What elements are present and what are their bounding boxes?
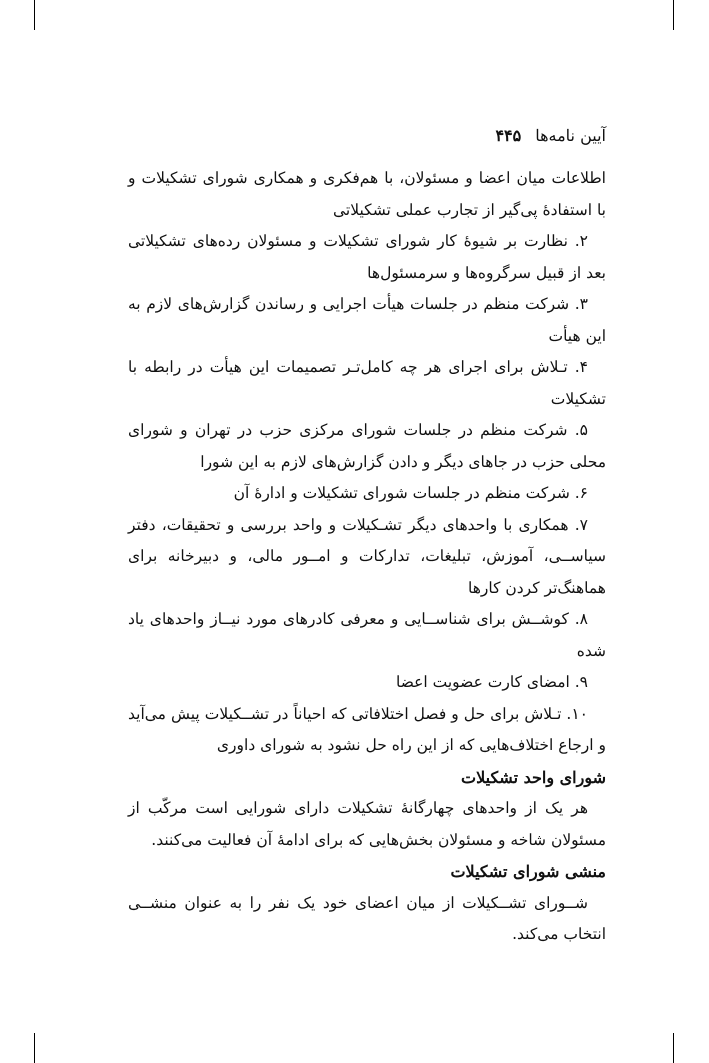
crop-mark-top-right xyxy=(673,0,674,30)
intro-paragraph: اطلاعات میان اعضا و مسئولان، با هم‌فکری و همکاری شورای تشکیلات و با استفادهٔ پی‌گیر از تجارب عملی تشکیلاتی xyxy=(128,169,606,219)
list-item: ۴. تـلاش برای اجرای هر چه کامل‌تـر تصمیمات این هیأت در رابطه با تشکیلات xyxy=(128,358,606,408)
section-paragraph: شــورای تشــکیلات از میان اعضای خود یک نفر را به عنوان منشــی انتخاب می‌کند. xyxy=(128,893,606,943)
section-heading-council-secretary: منشی شورای تشکیلات xyxy=(450,862,606,881)
section-heading-unit-council: شورای واحد تشکیلات xyxy=(461,767,606,787)
crop-mark-bottom-left xyxy=(34,1033,35,1063)
section-paragraph: هر یک از واحدهای چهارگانهٔ تشکیلات دارای شورایی است مرکّب از مسئولان شاخه و مسئولان بخش‌هایی که برای ادامهٔ آن فعالیت می‌کنند. xyxy=(128,799,606,849)
page-header xyxy=(128,120,606,150)
list-item: ۶. شرکت منظم در جلسات شورای تشکیلات و ادارهٔ آن xyxy=(233,484,588,502)
list-item: ۹. امضای کارت عضویت اعضا xyxy=(396,673,588,691)
list-item: ۱۰. تـلاش برای حل و فصل اختلافاتی که احیاناً در تشــکیلات پیش می‌آید و ارجاع اختلاف‌هایی که از این راه حل نشود به شورای داوری xyxy=(128,704,606,754)
crop-mark-bottom-right xyxy=(673,1033,674,1063)
list-item: ۲. نظارت بر شیوهٔ کار شورای تشکیلات و مسئولان رده‌های تشکیلاتی بعد از قبیل سرگروه‌ها و سرمسئول‌ها xyxy=(128,232,606,282)
list-item: ۵. شرکت منظم در جلسات شورای مرکزی حزب در تهران و شورای محلی حزب در جاهای دیگر و دادن گزارش‌های لازم به این شورا xyxy=(128,421,606,471)
list-item: ۳. شرکت منظم در جلسات هیأت اجرایی و رساندن گزارش‌های لازم به این هیأت xyxy=(128,295,606,345)
crop-mark-top-left xyxy=(34,0,35,30)
list-item: ۷. همکاری با واحدهای دیگر تشـکیلات و واحد بررسی و تحقیقات، دفتر سیاســی، آموزش، تبلیغات، تدارکات و امــور مالی، و دبیرخانه برای هماهنگ‌تر کردن کارها xyxy=(128,515,606,597)
list-item: ۸. کوشــش برای شناســایی و معرفی کادرهای مورد نیــاز واحدهای یاد شده xyxy=(128,610,606,660)
page-body xyxy=(128,163,606,951)
running-title: آیین نامه‌ها xyxy=(535,125,606,145)
page-number: ۴۴۵ xyxy=(495,125,522,145)
